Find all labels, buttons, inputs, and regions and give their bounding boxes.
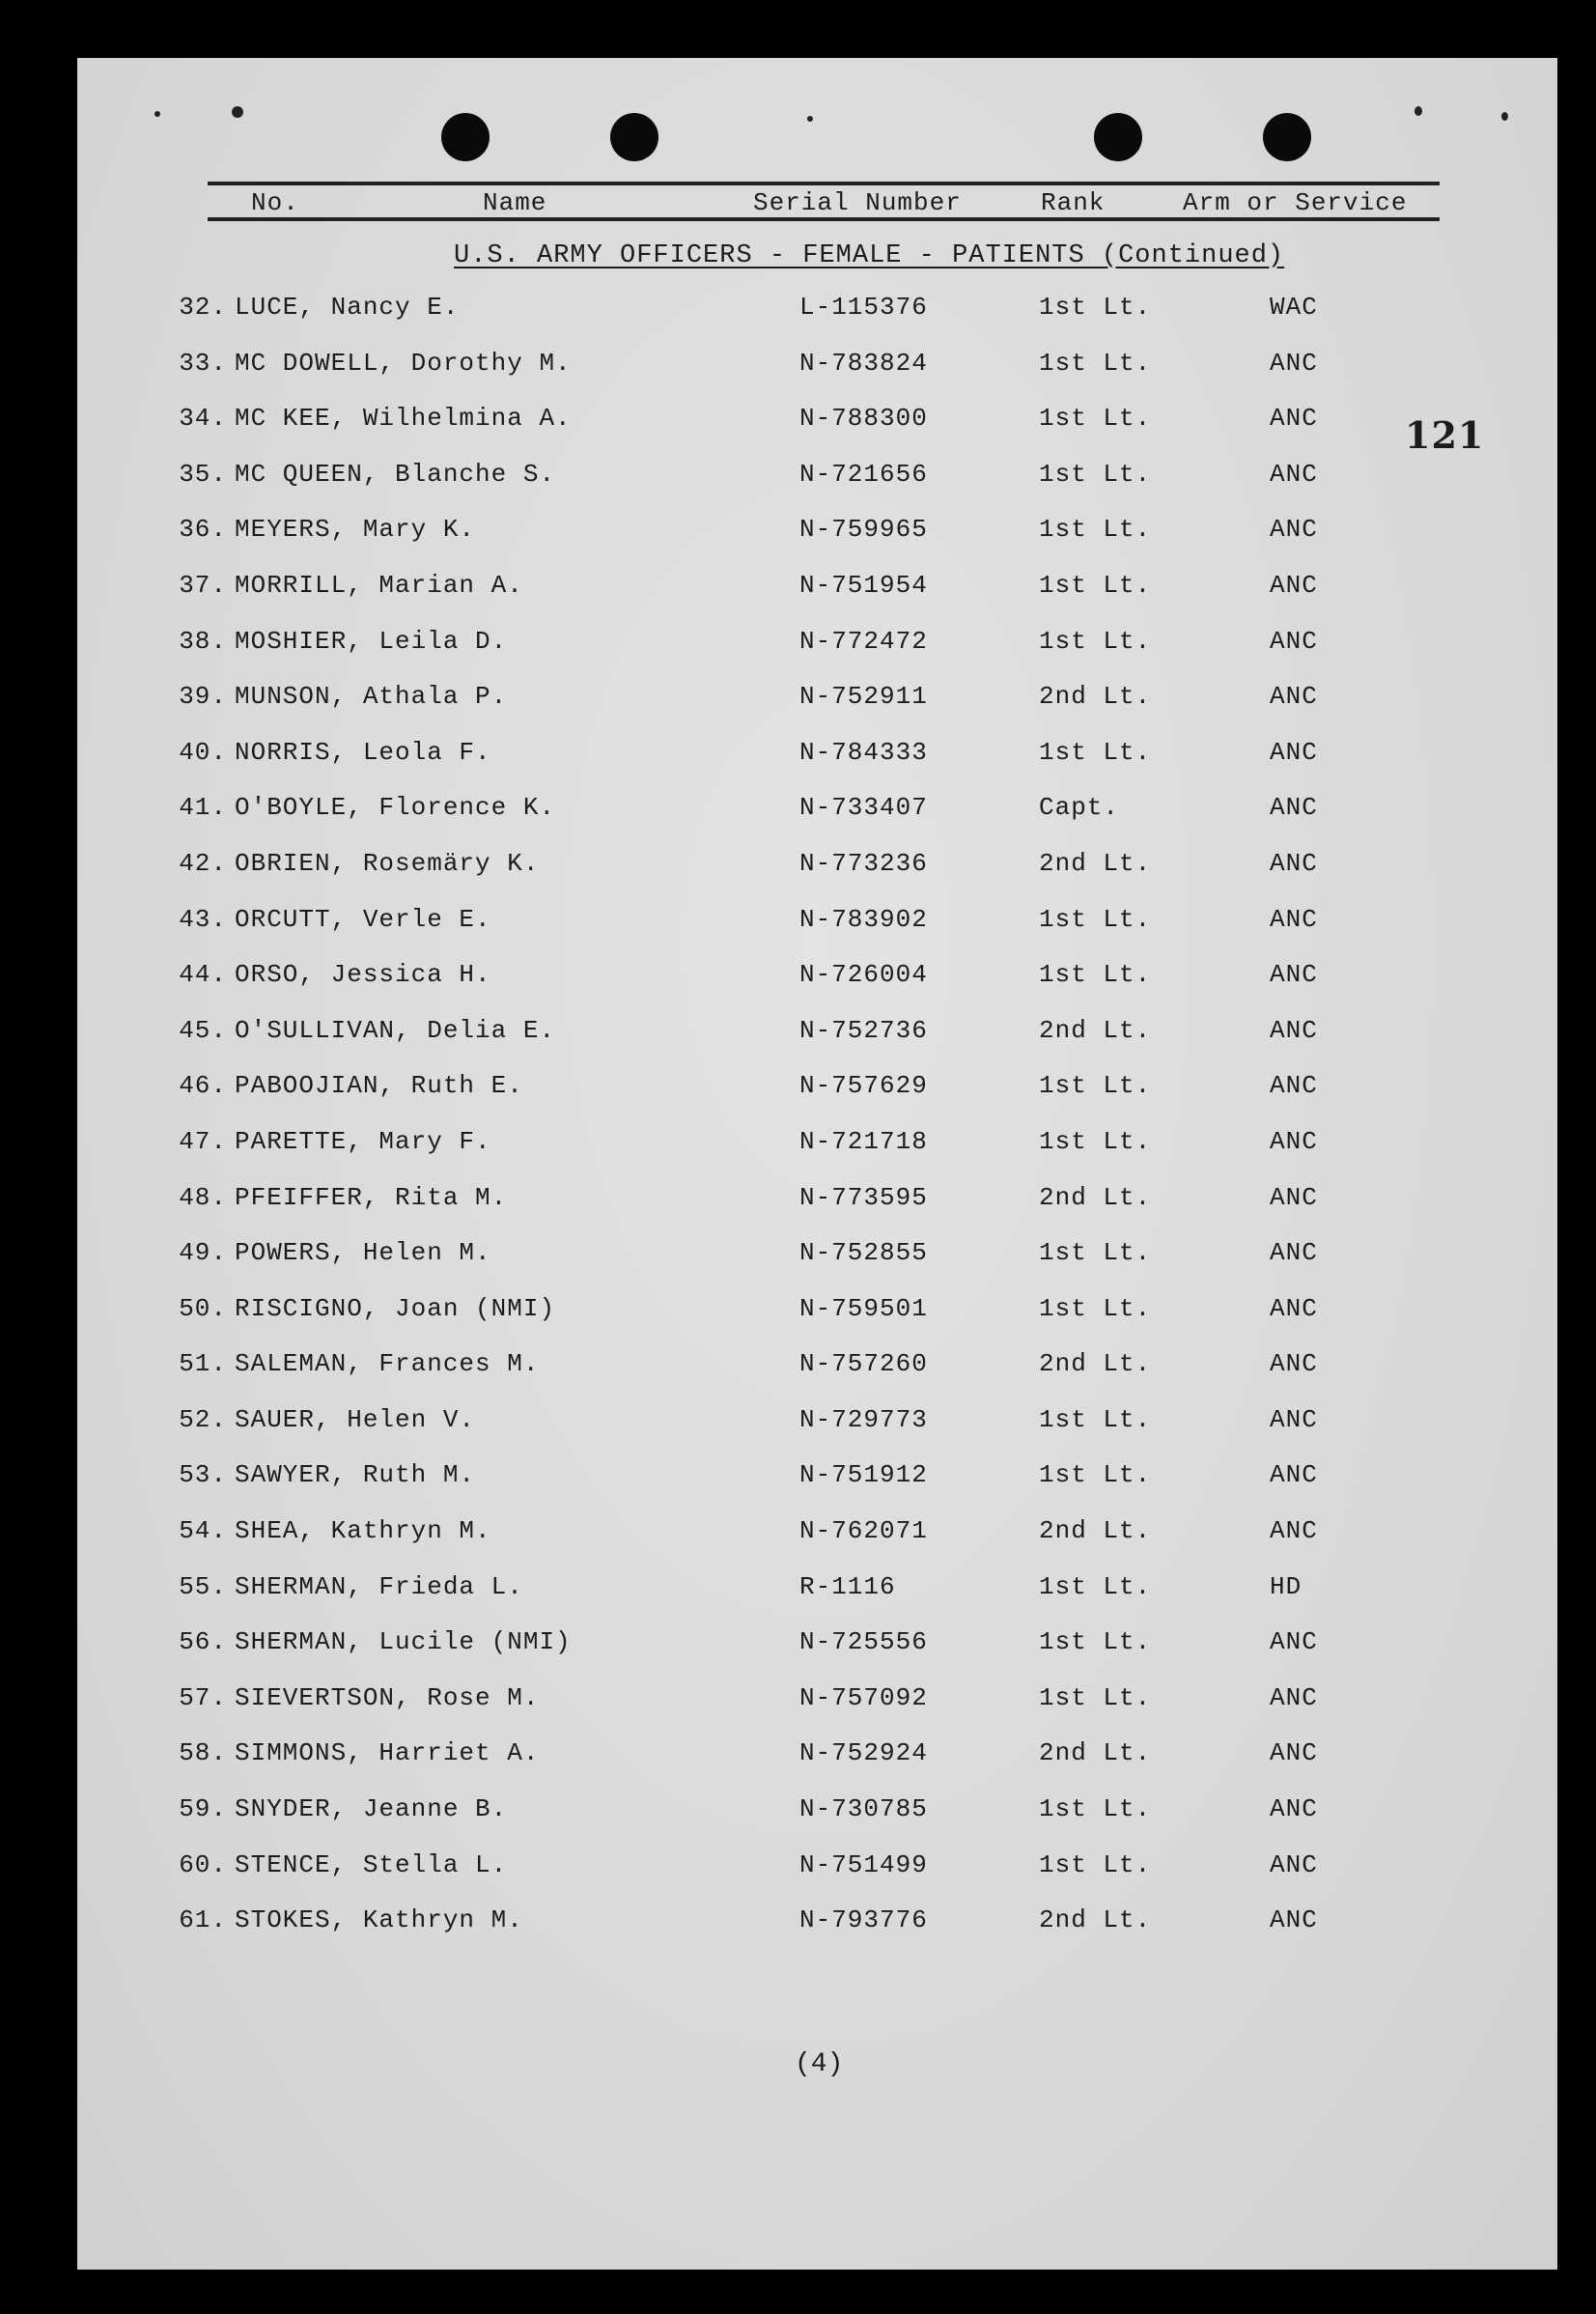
rank: 1st Lt. [1039,404,1152,434]
arm-or-service: ANC [1270,793,1318,823]
table-row [77,1405,1557,1461]
row-number: 56. [179,1627,227,1657]
row-number: 52. [179,1404,227,1434]
table-row [77,1738,1557,1794]
row-number: 51. [179,1349,227,1379]
punch-hole [441,113,490,161]
row-number: 42. [179,848,227,878]
page-number: (4) [795,2049,844,2079]
patient-name: SHERMAN, Frieda L. [235,1571,523,1601]
row-number: 59. [179,1794,227,1824]
table-row [77,1127,1557,1183]
serial-number: N-757629 [799,1071,928,1101]
row-number: 40. [179,737,227,767]
patient-name: SNYDER, Jeanne B. [235,1794,508,1824]
header-arm-or-service: Arm or Service [1183,188,1408,217]
serial-number: N-788300 [799,404,928,434]
serial-number: N-751499 [799,1849,928,1879]
patient-name: LUCE, Nancy E. [235,293,460,322]
table-row [77,1627,1557,1683]
arm-or-service: ANC [1270,904,1318,934]
patient-name: OBRIEN, Rosemäry K. [235,848,540,878]
punch-hole [610,113,658,161]
arm-or-service: ANC [1270,682,1318,712]
table-row [77,349,1557,405]
document-page [77,58,1557,2270]
row-number: 54. [179,1516,227,1546]
rank: 1st Lt. [1039,1794,1152,1824]
serial-number: N-772472 [799,626,928,656]
patient-name: SAWYER, Ruth M. [235,1460,476,1490]
row-number: 41. [179,793,227,823]
row-number: 35. [179,459,227,489]
serial-number: L-115376 [799,293,928,322]
table-row [77,293,1557,349]
table-row [77,849,1557,905]
arm-or-service: ANC [1270,1404,1318,1434]
row-number: 33. [179,348,227,378]
rank: 1st Lt. [1039,1682,1152,1712]
patient-name: ORSO, Jessica H. [235,960,491,990]
table-row [77,1349,1557,1405]
serial-number: R-1116 [799,1571,896,1601]
arm-or-service: ANC [1270,737,1318,767]
serial-number: N-721718 [799,1126,928,1156]
rank: 2nd Lt. [1039,1516,1152,1546]
arm-or-service: ANC [1270,1794,1318,1824]
serial-number: N-751912 [799,1460,928,1490]
table-row [77,1794,1557,1850]
rank: 1st Lt. [1039,1627,1152,1657]
table-row [77,1016,1557,1072]
rank: 1st Lt. [1039,515,1152,545]
serial-number: N-752736 [799,1015,928,1045]
patient-name: SALEMAN, Frances M. [235,1349,540,1379]
serial-number: N-752855 [799,1238,928,1268]
patient-name: PARETTE, Mary F. [235,1126,491,1156]
arm-or-service: ANC [1270,960,1318,990]
table-row [77,682,1557,738]
arm-or-service: ANC [1270,848,1318,878]
row-number: 49. [179,1238,227,1268]
rank: 1st Lt. [1039,1404,1152,1434]
rank: 2nd Lt. [1039,682,1152,712]
rank: 1st Lt. [1039,348,1152,378]
paper-speck [1501,112,1508,121]
patient-name: MC QUEEN, Blanche S. [235,459,556,489]
paper-speck [154,111,160,117]
table-row [77,738,1557,794]
patient-name: O'SULLIVAN, Delia E. [235,1015,556,1045]
patient-name: MUNSON, Athala P. [235,682,508,712]
table-row [77,1183,1557,1239]
arm-or-service: ANC [1270,1849,1318,1879]
patient-name: MC DOWELL, Dorothy M. [235,348,572,378]
rank: 2nd Lt. [1039,1349,1152,1379]
patient-name: PABOOJIAN, Ruth E. [235,1071,523,1101]
serial-number: N-757260 [799,1349,928,1379]
arm-or-service: ANC [1270,1182,1318,1212]
row-number: 45. [179,1015,227,1045]
table-row [77,1683,1557,1739]
serial-number: N-721656 [799,459,928,489]
serial-number: N-759965 [799,515,928,545]
arm-or-service: ANC [1270,348,1318,378]
row-number: 53. [179,1460,227,1490]
paper-speck [807,116,813,122]
row-number: 38. [179,626,227,656]
rank: 1st Lt. [1039,904,1152,934]
rank: 1st Lt. [1039,626,1152,656]
row-number: 37. [179,570,227,600]
serial-number: N-759501 [799,1293,928,1323]
serial-number: N-726004 [799,960,928,990]
rank: 1st Lt. [1039,960,1152,990]
header-rank: Rank [1041,188,1106,217]
paper-speck [232,106,243,118]
row-number: 55. [179,1571,227,1601]
serial-number: N-793776 [799,1905,928,1935]
table-row [77,1294,1557,1350]
patient-name: RISCIGNO, Joan (NMI) [235,1293,556,1323]
rank: 1st Lt. [1039,1460,1152,1490]
rank: 1st Lt. [1039,1293,1152,1323]
serial-number: N-762071 [799,1516,928,1546]
rank: Capt. [1039,793,1120,823]
patient-name: SIMMONS, Harriet A. [235,1738,540,1768]
serial-number: N-733407 [799,793,928,823]
header-no: No. [251,188,299,217]
row-number: 32. [179,293,227,322]
patient-name: MOSHIER, Leila D. [235,626,508,656]
rank: 2nd Lt. [1039,1015,1152,1045]
table-row [77,627,1557,683]
header-bottom-rule [208,217,1440,221]
table-row [77,404,1557,460]
rank: 1st Lt. [1039,1571,1152,1601]
serial-number: N-729773 [799,1404,928,1434]
serial-number: N-783824 [799,348,928,378]
row-number: 34. [179,404,227,434]
serial-number: N-730785 [799,1794,928,1824]
rank: 2nd Lt. [1039,1182,1152,1212]
table-row [77,460,1557,516]
patient-name: SIEVERTSON, Rose M. [235,1682,540,1712]
arm-or-service: ANC [1270,1126,1318,1156]
patient-name: STENCE, Stella L. [235,1849,508,1879]
rank: 1st Lt. [1039,1071,1152,1101]
arm-or-service: ANC [1270,1071,1318,1101]
row-number: 58. [179,1738,227,1768]
arm-or-service: ANC [1270,1682,1318,1712]
serial-number: N-751954 [799,570,928,600]
arm-or-service: ANC [1270,1238,1318,1268]
stamp-number: 121 [1405,413,1485,457]
serial-number: N-752911 [799,682,928,712]
header-top-rule [208,182,1440,185]
row-number: 39. [179,682,227,712]
patient-name: O'BOYLE, Florence K. [235,793,556,823]
arm-or-service: ANC [1270,1905,1318,1935]
table-row [77,1516,1557,1572]
patient-name: NORRIS, Leola F. [235,737,491,767]
serial-number: N-752924 [799,1738,928,1768]
arm-or-service: ANC [1270,1627,1318,1657]
row-number: 48. [179,1182,227,1212]
patient-name: SHEA, Kathryn M. [235,1516,491,1546]
table-row [77,1850,1557,1906]
table-row [77,905,1557,961]
row-number: 57. [179,1682,227,1712]
section-title: U.S. ARMY OFFICERS - FEMALE - PATIENTS (Continued) [454,241,1285,270]
row-number: 36. [179,515,227,545]
header-serial-number: Serial Number [753,188,962,217]
rank: 2nd Lt. [1039,1905,1152,1935]
rank: 2nd Lt. [1039,848,1152,878]
table-row [77,793,1557,849]
table-row [77,1905,1557,1961]
arm-or-service: ANC [1270,404,1318,434]
rank: 1st Lt. [1039,1126,1152,1156]
patient-name: PFEIFFER, Rita M. [235,1182,508,1212]
row-number: 44. [179,960,227,990]
patient-name: MC KEE, Wilhelmina A. [235,404,572,434]
arm-or-service: ANC [1270,570,1318,600]
punch-hole [1263,113,1311,161]
table-row [77,1238,1557,1294]
row-number: 47. [179,1126,227,1156]
rank: 1st Lt. [1039,1849,1152,1879]
table-row [77,515,1557,571]
table-row [77,1071,1557,1127]
arm-or-service: ANC [1270,626,1318,656]
row-number: 60. [179,1849,227,1879]
serial-number: N-725556 [799,1627,928,1657]
arm-or-service: ANC [1270,1738,1318,1768]
patient-name: MORRILL, Marian A. [235,570,523,600]
row-number: 50. [179,1293,227,1323]
arm-or-service: ANC [1270,1460,1318,1490]
arm-or-service: ANC [1270,1293,1318,1323]
serial-number: N-784333 [799,737,928,767]
row-number: 61. [179,1905,227,1935]
paper-speck [1414,106,1422,116]
table-row [77,1572,1557,1628]
patient-name: ORCUTT, Verle E. [235,904,491,934]
rank: 1st Lt. [1039,737,1152,767]
arm-or-service: WAC [1270,293,1318,322]
rank: 1st Lt. [1039,293,1152,322]
patient-list [77,293,1557,1961]
rank: 1st Lt. [1039,1238,1152,1268]
table-row [77,960,1557,1016]
serial-number: N-757092 [799,1682,928,1712]
patient-name: SAUER, Helen V. [235,1404,476,1434]
patient-name: STOKES, Kathryn M. [235,1905,523,1935]
patient-name: MEYERS, Mary K. [235,515,476,545]
arm-or-service: ANC [1270,1349,1318,1379]
arm-or-service: ANC [1270,515,1318,545]
row-number: 46. [179,1071,227,1101]
patient-name: SHERMAN, Lucile (NMI) [235,1627,572,1657]
row-number: 43. [179,904,227,934]
patient-name: POWERS, Helen M. [235,1238,491,1268]
punch-hole [1094,113,1142,161]
table-row [77,1460,1557,1516]
rank: 1st Lt. [1039,459,1152,489]
serial-number: N-773595 [799,1182,928,1212]
serial-number: N-783902 [799,904,928,934]
arm-or-service: ANC [1270,459,1318,489]
arm-or-service: ANC [1270,1516,1318,1546]
arm-or-service: HD [1270,1571,1302,1601]
rank: 2nd Lt. [1039,1738,1152,1768]
serial-number: N-773236 [799,848,928,878]
rank: 1st Lt. [1039,570,1152,600]
table-row [77,571,1557,627]
arm-or-service: ANC [1270,1015,1318,1045]
header-name: Name [483,188,547,217]
